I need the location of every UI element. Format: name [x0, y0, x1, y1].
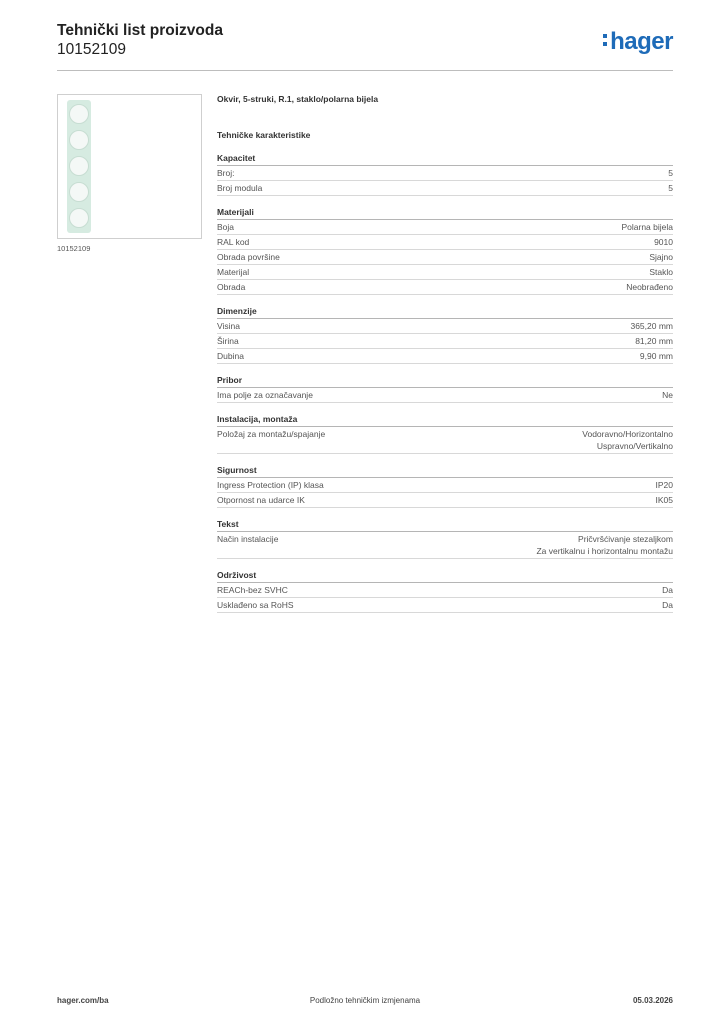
socket-icon: [69, 208, 89, 228]
section-title: Dimenzije: [217, 305, 673, 319]
spec-label: Otpornost na udarce IK: [217, 495, 305, 505]
section-title: Održivost: [217, 569, 673, 583]
spec-row: [217, 235, 673, 250]
spec-value: [662, 389, 673, 401]
spec-section: [217, 374, 673, 403]
product-name: Okvir, 5-struki, R.1, staklo/polarna bijela: [217, 94, 379, 104]
spec-row: [217, 334, 673, 349]
spec-value: [582, 428, 673, 452]
spec-label: Način instalacije: [217, 534, 279, 544]
section-title: Instalacija, montaža: [217, 413, 673, 427]
spec-value: [621, 221, 673, 233]
spec-row: [217, 478, 673, 493]
socket-icon: [69, 104, 89, 124]
spec-value-line: 9010: [654, 237, 673, 247]
spec-label: Usklađeno sa RoHS: [217, 600, 294, 610]
spec-value: [626, 281, 673, 293]
socket-icon: [69, 130, 89, 150]
product-image: [57, 94, 202, 239]
footer-note: Podložno tehničkim izmjenama: [309, 996, 421, 1005]
spec-label: Ingress Protection (IP) klasa: [217, 480, 324, 490]
page-title: Tehnički list proizvoda: [57, 22, 223, 39]
spec-section: [217, 518, 673, 559]
spec-value-line: Da: [662, 585, 673, 595]
socket-icon: [69, 156, 89, 176]
spec-value: [656, 479, 674, 491]
spec-value-line: 81,20 mm: [635, 336, 673, 346]
spec-label: Položaj za montažu/spajanje: [217, 429, 326, 439]
spec-value-line: Staklo: [649, 267, 673, 277]
spec-row: [217, 583, 673, 598]
spec-label: Broj:: [217, 168, 235, 178]
spec-row: [217, 265, 673, 280]
spec-row: [217, 493, 673, 508]
spec-value-line: Za vertikalnu i horizontalnu montažu: [536, 546, 673, 556]
spec-value: [668, 182, 673, 194]
spec-row: [217, 598, 673, 613]
section-title: Pribor: [217, 374, 673, 388]
spec-value-line: IP20: [655, 480, 673, 490]
spec-value-line: 9,90 mm: [639, 351, 673, 361]
spec-label: Boja: [217, 222, 235, 232]
spec-value: [662, 599, 673, 611]
logo-text: hager: [610, 28, 673, 55]
spec-value-line: Neobrađeno: [626, 282, 673, 292]
spec-value: [640, 350, 673, 362]
spec-section: [217, 413, 673, 454]
spec-section: [217, 152, 673, 196]
hager-logo[interactable]: [603, 28, 673, 56]
spec-value-line: Polarna bijela: [621, 222, 673, 232]
section-title: Kapacitet: [217, 152, 673, 166]
spec-section: [217, 569, 673, 613]
footer-date: 05.03.2026: [632, 996, 673, 1005]
spec-value: [649, 251, 673, 263]
spec-value: [536, 533, 673, 557]
spec-label: Dubina: [217, 351, 244, 361]
spec-section: [217, 464, 673, 508]
spec-section: [217, 206, 673, 295]
spec-row: [217, 532, 673, 559]
spec-row: [217, 181, 673, 196]
spec-row: [217, 427, 673, 454]
spec-label: Ima polje za označavanje: [217, 390, 313, 400]
image-caption: 10152109: [57, 244, 91, 253]
spec-label: Širina: [217, 336, 239, 346]
spec-value: [635, 335, 673, 347]
spec-sections: [217, 152, 673, 613]
spec-row: [217, 280, 673, 295]
spec-value-line: Sjajno: [649, 252, 673, 262]
spec-label: Obrada: [217, 282, 246, 292]
spec-value-line: 365,20 mm: [630, 321, 673, 331]
spec-row: [217, 250, 673, 265]
spec-value-line: IK05: [655, 495, 673, 505]
spec-label: REACh-bez SVHC: [217, 585, 288, 595]
spec-value: [662, 584, 673, 596]
spec-label: RAL kod: [217, 237, 250, 247]
spec-row: [217, 166, 673, 181]
section-title: Sigurnost: [217, 464, 673, 478]
spec-value-line: Vodoravno/Horizontalno: [582, 429, 673, 439]
spec-value: [656, 494, 674, 506]
spec-row: [217, 319, 673, 334]
spec-value-line: 5: [668, 183, 673, 193]
spec-value-line: Da: [662, 600, 673, 610]
spec-row: [217, 349, 673, 364]
spec-section: [217, 305, 673, 364]
spec-value-line: Pričvršćivanje stezaljkom: [578, 534, 673, 544]
spec-label: Broj modula: [217, 183, 263, 193]
spec-value-line: 5: [668, 168, 673, 178]
product-code: 10152109: [57, 41, 126, 58]
socket-icon: [69, 182, 89, 202]
logo-dots-icon: [603, 34, 608, 50]
spec-label: Visina: [217, 321, 240, 331]
spec-label: Materijal: [217, 267, 250, 277]
spec-content: [217, 92, 673, 613]
footer-website[interactable]: hager.com/ba: [57, 996, 109, 1005]
spec-value: [668, 167, 673, 179]
spec-row: [217, 220, 673, 235]
spec-value: [630, 320, 673, 332]
spec-value-line: Ne: [662, 390, 673, 400]
spec-value: [654, 236, 673, 248]
spec-value: [649, 266, 673, 278]
spec-value-line: Uspravno/Vertikalno: [596, 441, 673, 451]
spec-row: [217, 388, 673, 403]
spec-label: Obrada površine: [217, 252, 280, 262]
section-title: Materijali: [217, 206, 673, 220]
tech-characteristics-heading: Tehničke karakteristike: [217, 130, 311, 140]
header-divider: [57, 70, 673, 71]
section-title: Tekst: [217, 518, 673, 532]
five-gang-frame-icon: [67, 100, 91, 233]
page-header: [57, 20, 673, 68]
